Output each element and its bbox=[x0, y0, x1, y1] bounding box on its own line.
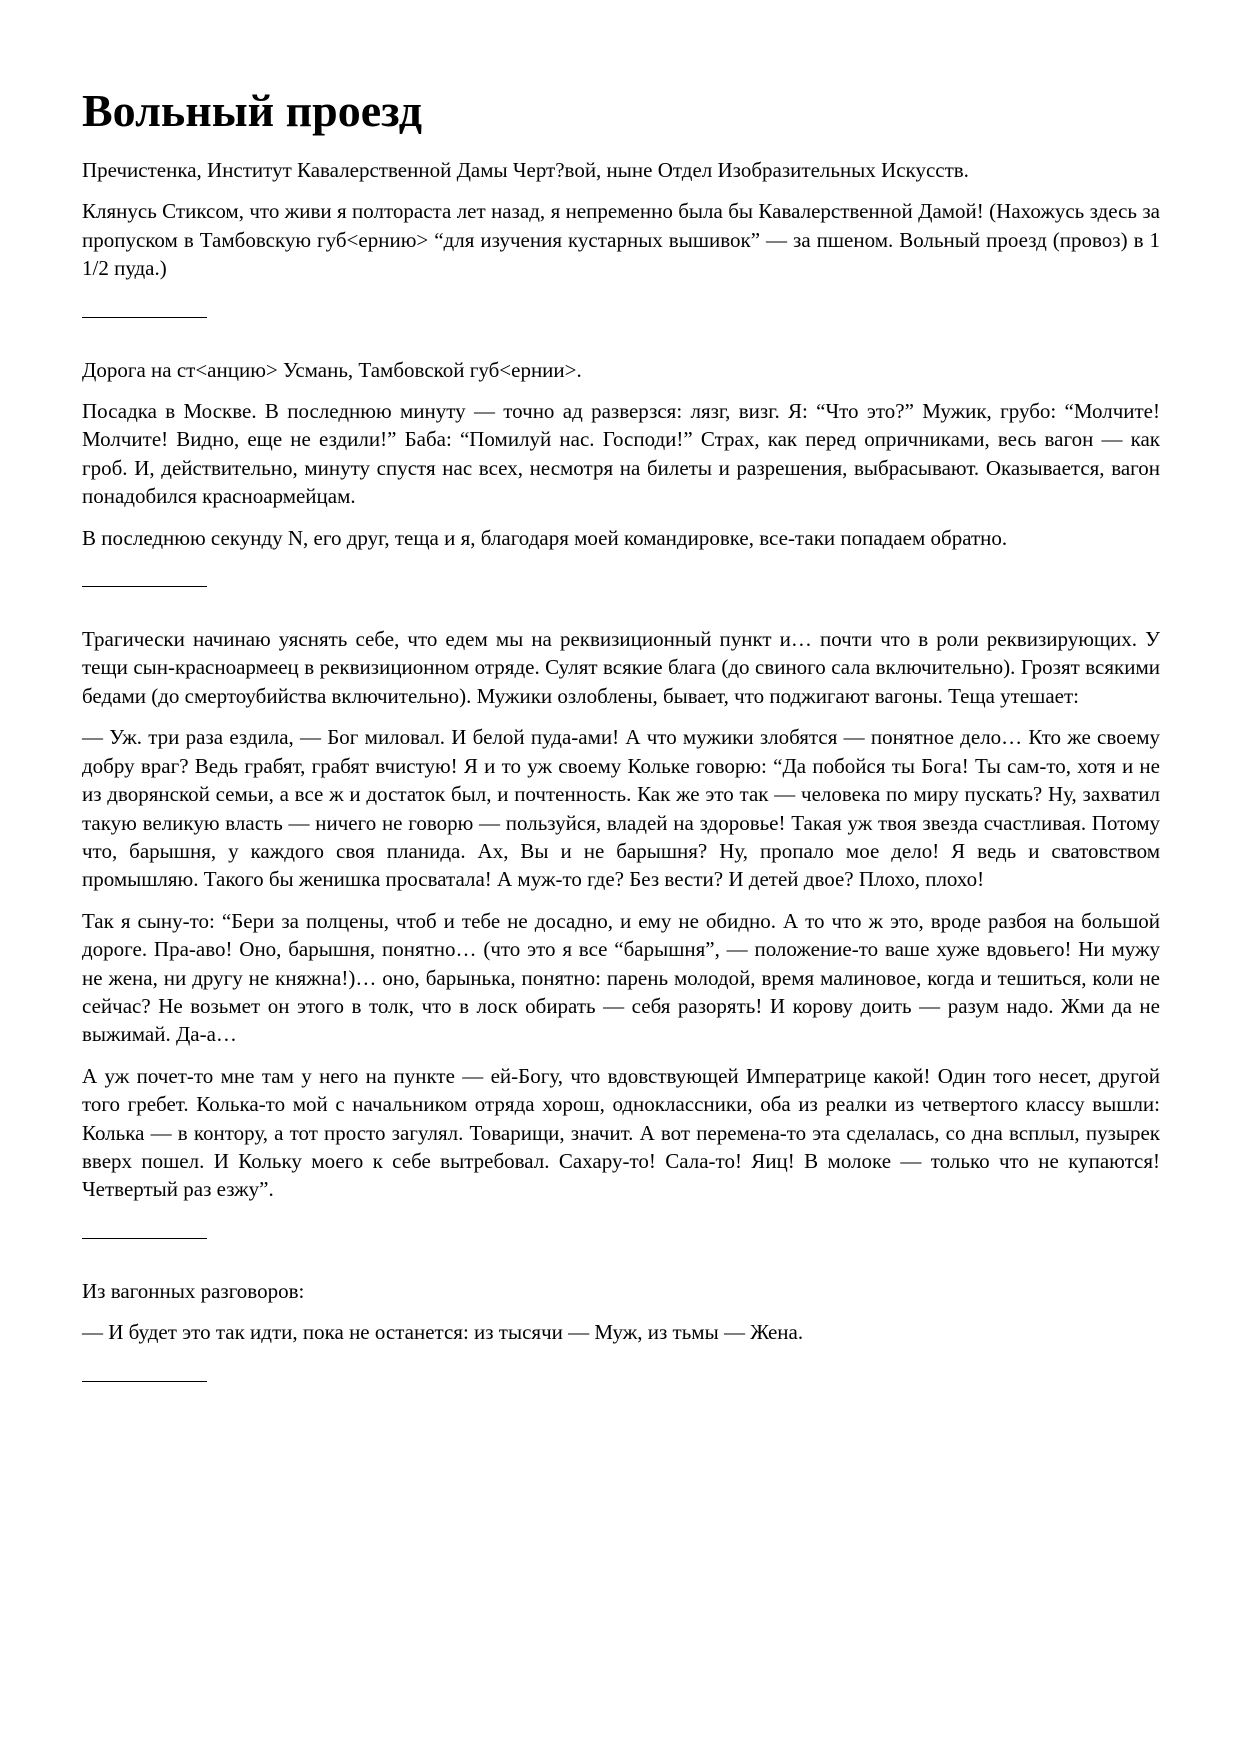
paragraph-conversation-quote: — И будет это так идти, пока не останется: из тысячи — Муж, из тьмы — Жена. bbox=[82, 1320, 804, 1345]
document-title: Вольный проезд bbox=[82, 85, 423, 136]
paragraph-tragic: Трагически начинаю уяснять себе, что едем мы на реквизиционный пункт и… почти что в роли реквизирующих. У тещи сын-красноармеец в реквизиционном отряде. Сулят всякие блага (до свиного сала включительно). Грозят всякими бедами (до смертоубийства включительно). Мужики озлоблены, бывает, что поджигают вагоны. Теща утешает: bbox=[82, 627, 1160, 708]
paragraph-boarding: Посадка в Москве. В последнюю минуту — точно ад разверзся: лязг, визг. Я: “Что это?” Мужик, грубо: “Молчите! Молчите! Видно, еще не ездили!” Баба: “Помилуй нас. Господи!” Страх, как перед опричниками, весь вагон — как гроб. И, действительно, минуту спустя нас всех, несмотря на билеты и разрешения, выбрасывают. Оказывается, вагон понадобился красноармейцам. bbox=[82, 399, 1160, 509]
document-page bbox=[82, 82, 1160, 1382]
section-separator bbox=[82, 1238, 207, 1239]
paragraph-address: Пречистенка, Институт Кавалерственной Дамы Черт?вой, ныне Отдел Изобразительных Искусств. bbox=[82, 158, 969, 182]
section-separator bbox=[82, 1381, 207, 1382]
paragraph-mother-in-law-speech: — Уж. три раза ездила, — Бог миловал. И белой пуда-ами! А что мужики злобятся — понятное дело… Кто же своему добру враг? Ведь грабят, грабят вчистую! Я и то уж своему Кольке говорю: “Да побойся ты Бога! Ты сам-то, хотя и не из дворянской семьи, а все ж и достаток был, и почтенность. Как же это так — человека по миру пускать? Ну, захватил такую великую власть — ничего не говорю — пользуйся, владей на здоровье! Такая уж твоя звезда счастливая. Потому что, барышня, у каждого своя планида. Ах, Вы и не барышня? Ну, пропало мое дело! Я ведь и сватовством промышляю. Такого бы женишка просватала! А муж-то где? Без вести? И детей двое? Плохо, плохо! bbox=[82, 725, 1160, 892]
paragraph-oath: Клянусь Стиксом, что живи я полтораста лет назад, я непременно была бы Кавалерственной Дамой! (Нахожусь здесь за пропуском в Тамбовскую губ<ернию> “для изучения кустарных вышивок” — за пшеном. Вольный проезд (провоз) в 1 1/2 пуда.) bbox=[82, 199, 1160, 281]
paragraph-conversations-heading: Из вагонных разговоров: bbox=[82, 1278, 305, 1303]
paragraph-to-son: Так я сыну-то: “Бери за полцены, чтоб и тебе не досадно, и ему не обидно. А то что ж это, вроде разбоя на большой дороге. Пра-аво! Оно, барышня, понятно… (что это я все “барышня”, — положение-то ваше хуже вдовьего! Ни мужу не жена, ни другу не княжна!)… оно, барынька, понятно: парень молодой, время малиновое, когда и тешиться, коли не сейчас? Не возьмет он этого в толк, что в лоск обирать — себя разорять! И корову доить — разум надо. Жми да не выжимай. Да-а… bbox=[82, 908, 1160, 1047]
paragraph-last-second: В последнюю секунду N, его друг, теща и я, благодаря моей командировке, все-таки попадаем обратно. bbox=[82, 525, 1008, 550]
section-separator bbox=[82, 586, 207, 587]
paragraph-honor: А уж почет-то мне там у него на пункте — ей-Богу, что вдовствующей Императрице какой! Один того несет, другой того гребет. Колька-то мой с начальником отряда хорош, одноклассники, оба из реалки из четвертого классу вышли: Колька — в контору, а тот просто загулял. Товарищи, значит. А вот перемена-то эта сделалась, со дна всплыл, пузырек вверх пошел. И Кольку моего к себе вытребовал. Сахару-то! Сала-то! Яиц! В молоке — только что не купаются! Четвертый раз езжу”. bbox=[82, 1063, 1160, 1202]
paragraph-road: Дорога на ст<анцию> Усмань, Тамбовской губ<ернии>. bbox=[82, 357, 582, 382]
section-separator bbox=[82, 317, 207, 318]
